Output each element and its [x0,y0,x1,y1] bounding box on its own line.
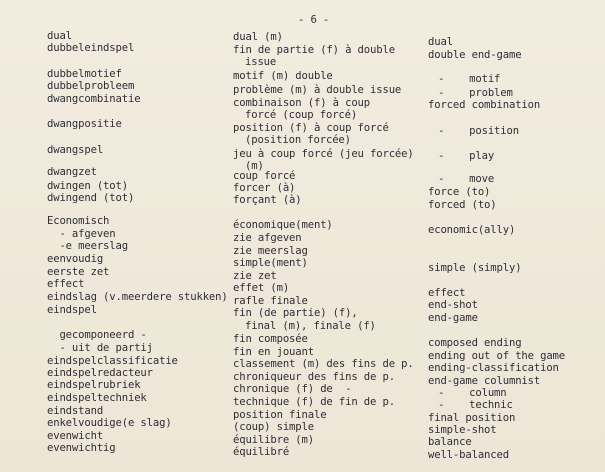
dutch-term: dwangpositie [47,118,122,130]
french-term: technique (f) de fin de p. [233,396,395,408]
french-term: forcer (à) [233,182,296,194]
french-term: simple(ment) [233,257,308,269]
english-term: end-shot [428,299,478,311]
french-term-continued: final (m), finale (f) [245,320,376,332]
english-term: ending-classification [428,362,559,374]
french-term-continued: forcé (coup forcé) [245,109,358,121]
dutch-term: dwangzet [47,166,97,178]
french-term: zie meerslag [233,245,308,257]
english-term: force (to) [428,186,491,198]
dutch-term: eindstand [47,405,104,417]
dutch-term: effect [47,278,85,290]
english-term: - motif [438,73,501,85]
english-term: - problem [438,87,513,99]
english-term: ending out of the game [428,350,566,362]
french-term: chroniqueur des fins de p. [233,371,395,383]
french-term: fin (de partie) (f), [233,307,358,319]
english-term: balance [428,436,472,448]
dutch-term: dubbelprobleem [47,80,135,92]
french-term: dual (m) [233,31,283,43]
dutch-term: dual [47,30,72,42]
dutch-term: eindspelclassificatie [47,355,178,367]
dutch-term: -e meerslag [47,240,128,252]
french-term: fin de partie (f) à double [233,44,395,56]
english-term: simple (simply) [428,262,522,274]
english-term: forced combination [428,99,541,111]
french-term: position finale [233,409,327,421]
dutch-term: evenwichtig [47,442,116,454]
french-term: jeu à coup forcé (jeu forcée) [233,148,414,160]
dutch-term: - afgeven [47,228,116,240]
english-term: - position [438,125,519,137]
english-term: end-game columnist [428,375,541,387]
dutch-term: eindspeltechniek [47,392,147,404]
english-term: composed ending [428,337,522,349]
french-term: économique(ment) [233,219,333,231]
french-term: problème (m) à double issue [233,84,402,96]
french-term: (coup) simple [233,421,314,433]
french-term: chronique (f) de - [233,383,352,395]
dutch-term: eenvoudig [47,253,104,265]
dutch-term: gecomponeerd - [47,329,147,341]
dutch-term: eindslag (v.meerdere stukken) [47,291,228,303]
french-term: équilibré [233,446,290,458]
english-term: economic(ally) [428,224,516,236]
french-term: fin composée [233,333,308,345]
french-term-continued: (m) [245,160,264,172]
english-term: end-game [428,312,478,324]
french-term: effet (m) [233,282,290,294]
dutch-term: dubbeleindspel [47,42,135,54]
dutch-term: dubbelmotief [47,68,122,80]
english-term: well-balanced [428,449,509,461]
french-term: équilibre (m) [233,434,314,446]
english-term: dual [428,36,453,48]
french-term: combinaison (f) à coup [233,97,371,109]
english-term: - column [438,387,507,399]
english-term: forced (to) [428,199,497,211]
dutch-term: enkelvoudige(e slag) [47,417,172,429]
french-term: rafle finale [233,295,308,307]
english-term: double end-game [428,49,522,61]
english-term: simple-shot [428,424,497,436]
dutch-term: dwingen (tot) [47,180,128,192]
french-term: forçant (à) [233,194,302,206]
french-term: zie afgeven [233,232,302,244]
french-term: fin en jouant [233,346,314,358]
dutch-term: evenwicht [47,430,104,442]
french-term: motif (m) double [233,70,333,82]
french-term: position (f) à coup forcé [233,122,389,134]
french-term: classement (m) des fins de p. [233,358,414,370]
english-term: effect [428,287,466,299]
french-term: coup forcé [233,170,296,182]
english-term: final position [428,412,516,424]
dutch-term: dwangcombinatie [47,93,141,105]
dutch-term: eerste zet [47,266,110,278]
dutch-term: eindspelredacteur [47,367,153,379]
dutch-term: Economisch [47,215,110,227]
dutch-term: dwingend (tot) [47,192,135,204]
dutch-term: eindspelrubriek [47,379,141,391]
dutch-term: dwangspel [47,144,104,156]
english-term: - play [438,150,495,162]
french-term: zie zet [233,270,277,282]
english-term: - move [438,173,495,185]
dutch-term: - uit de partij [47,342,153,354]
english-term: - technic [438,399,513,411]
page-number: - 6 - [298,14,330,26]
french-term-continued: (position forcée) [245,134,351,146]
dutch-term: eindspel [47,304,97,316]
french-term-continued: issue [245,56,277,68]
